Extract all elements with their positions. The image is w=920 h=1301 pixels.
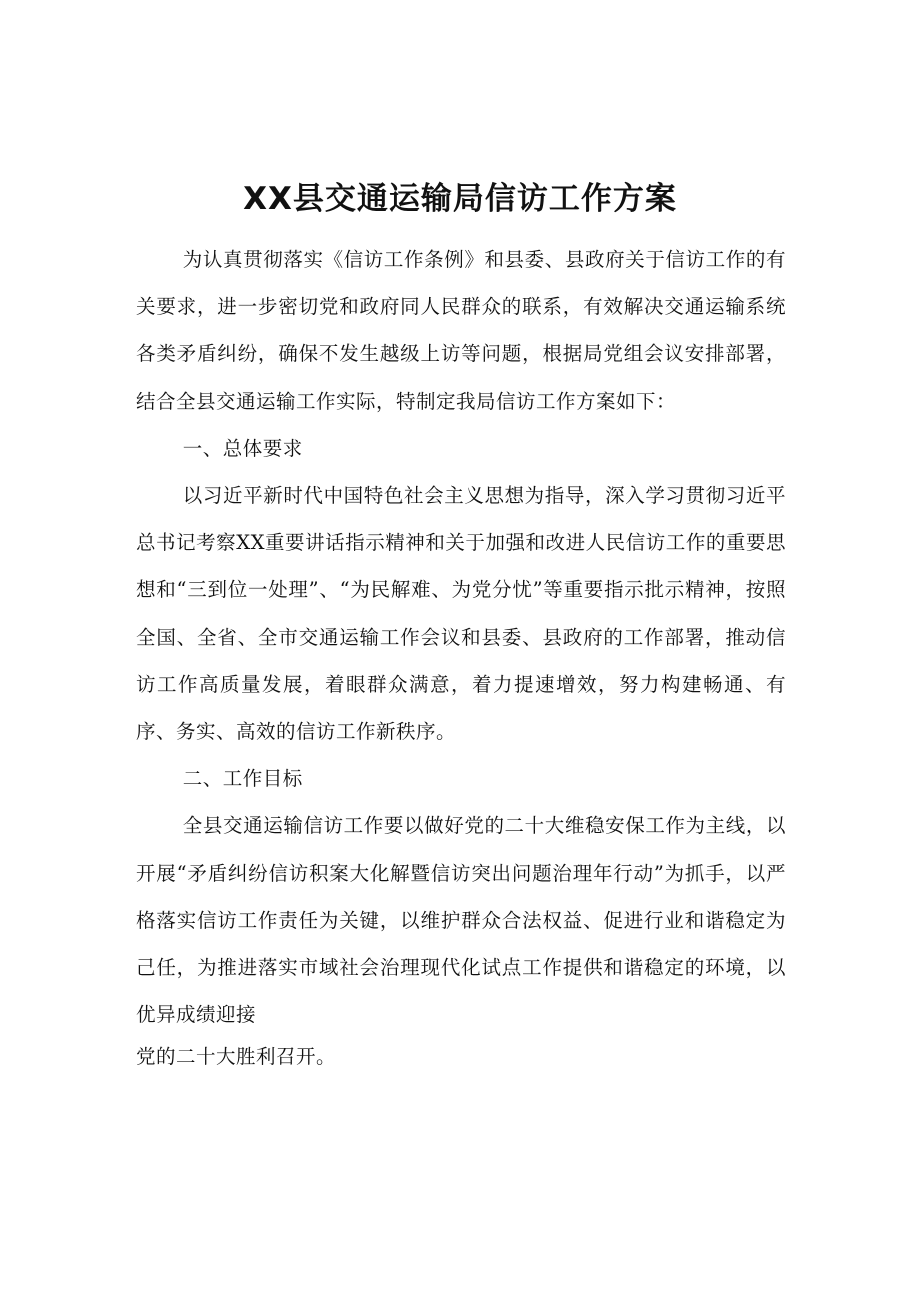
intro-paragraph: 为认真贯彻落实《信访工作条例》和县委、县政府关于信访工作的有关要求，进一步密切党和政府同人民群众的联系，有效解决交通运输系统各类矛盾纠纷，确保不发生越级上访等问题，根据局党组会议安排部署，结合全县交通运输工作实际，特制定我局信访工作方案如下：	[136, 248, 786, 413]
work-goals-paragraph: 全县交通运输信访工作要以做好党的二十大维稳安保工作为主线，以开展“矛盾纠纷信访积案大化解暨信访突出问题治理年行动”为抓手，以严格落实信访工作责任为关键，以维护群众合法权益、促进行业和谐稳定为己任，为推进落实市域社会治理现代化试点工作提供和谐稳定的环境，以优异成绩迎接	[136, 814, 786, 1027]
section-heading-general-requirements: 一、总体要求	[182, 436, 303, 460]
general-requirements-paragraph: 以习近平新时代中国特色社会主义思想为指导，深入学习贯彻习近平总书记考察XX重要讲话指示精神和关于加强和改进人民信访工作的重要思想和“三到位一处理”、“为民解难、为党分忧”等重要指示批示精神，按照全国、全省、全市交通运输工作会议和县委、县政府的工作部署，推动信访工作高质量发展，着眼群众满意，着力提速增效，努力构建畅通、有序、务实、高效的信访工作新秩序。	[136, 484, 786, 744]
document-title: XX县交通运输局信访工作方案	[243, 181, 677, 217]
work-goals-tail-line: 党的二十大胜利召开。	[136, 1045, 337, 1069]
document-body	[136, 236, 786, 1076]
section-heading-work-goals: 二、工作目标	[182, 767, 303, 791]
